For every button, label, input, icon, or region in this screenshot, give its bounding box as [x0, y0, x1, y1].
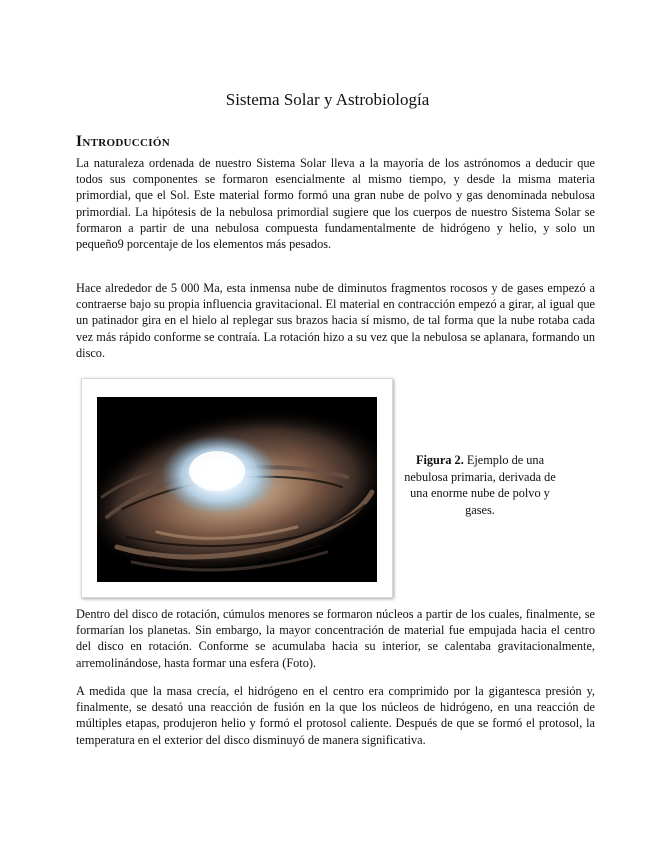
section-heading: Introducción — [76, 133, 170, 150]
figure-frame — [81, 378, 393, 598]
figure-label: Figura 2. — [415, 453, 464, 467]
paragraph-1: La naturaleza ordenada de nuestro Sistema Solar lleva a la mayoría de los astrónomos a deducir que todos sus componentes se formaron esencialmente al mismo tiempo, y desde la misma materia primordial, que el Sol. Este material formo formó una gran nube de polvo y gas denominada nebulosa primordial. La hipótesis de la nebulosa primordial sugiere que los cuerpos de nuestro Sistema Solar se formaron a partir de una nebulosa compuesta fundamentalmente de hidrógeno y helio, y solo un pequeño9 porcentaje de los elementos más pesados. — [76, 156, 595, 252]
paragraph-4: A medida que la masa crecía, el hidrógeno en el centro era comprimido por la gigantesca presión y, finalmente, se desató una reacción de fusión en la que los núcleos de hidrógeno, en una reacción de múltiples etapas, produjeron helio y formó el protosol caliente. Después de que se formó el protosol, la temperatura en el exterior del disco disminuyó de manera significativa. — [76, 684, 595, 747]
paragraph-3: Dentro del disco de rotación, cúmulos menores se formaron núcleos a partir de los cuales, finalmente, se formarían los planetas. Sin embargo, la mayor concentración de material fue empujada hacia el centro del disco en rotación. Conforme se acumulaba hacia su interior, se calentaba gravitacionalmente, arremolinándose, hasta formar una esfera (Foto). — [76, 607, 595, 670]
page-title: Sistema Solar y Astrobiología — [225, 90, 430, 109]
figure-caption-text: Ejemplo de una nebulosa primaria, derivada de una enorme nube de polvo y gases. — [404, 453, 556, 517]
paragraph-2: Hace alrededor de 5 000 Ma, esta inmensa nube de diminutos fragmentos rocosos y de gases empezó a contraerse bajo su propia influencia gravitacional. El material en contracción empezó a girar, al igual que un patinador gira en el hielo al replegar sus brazos hacia sí mismo, de tal forma que la nube rotaba cada vez más rápido conforme se contraía. La rotación hizo a su vez que la nebulosa se aplanara, formando un disco. — [76, 281, 595, 360]
figure-caption — [400, 452, 560, 518]
nebula-image — [97, 397, 377, 582]
